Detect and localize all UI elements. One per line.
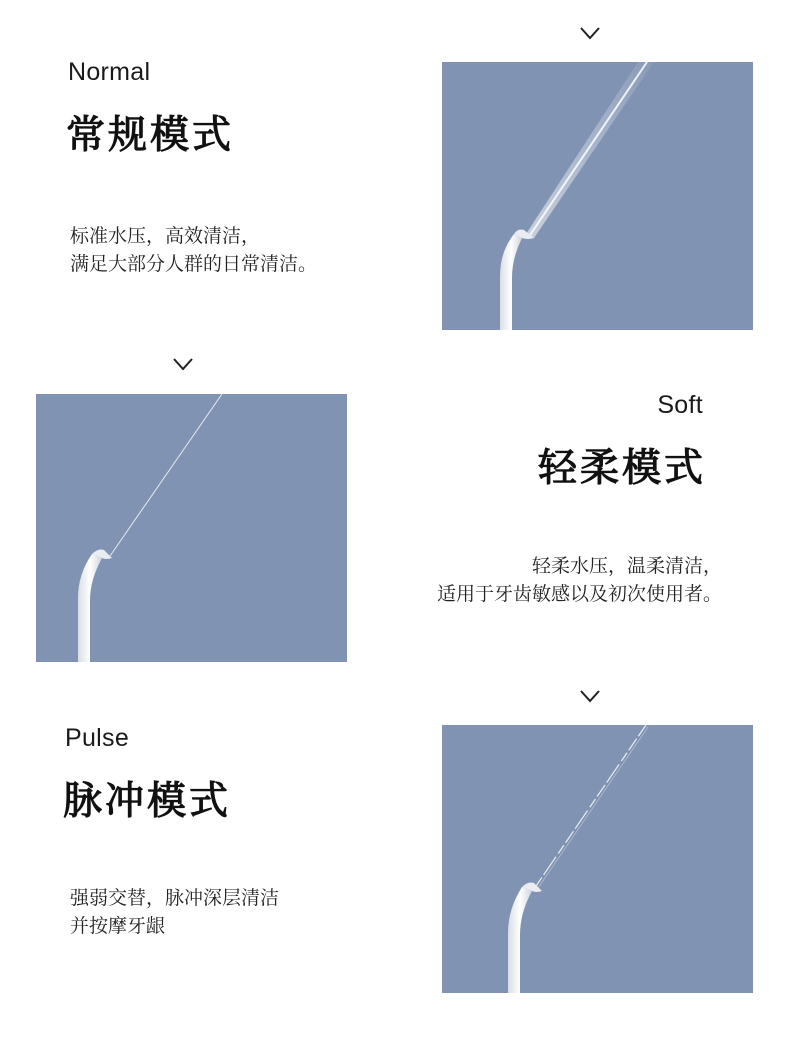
mode-description: [380, 552, 722, 608]
mode-name-cn: 轻柔模式: [537, 446, 706, 491]
mode-name-en: Soft: [657, 391, 703, 419]
mode-name-cn: 常规模式: [66, 113, 235, 158]
mode-description-line: 标准水压，高效清洁，: [70, 225, 261, 247]
water-jet-image: [442, 725, 753, 993]
mode-name-en: Pulse: [65, 724, 130, 752]
mode-description: [70, 222, 317, 278]
mode-description-line: 强弱交替，脉冲深层清洁: [70, 887, 280, 909]
mode-description-line: 适用于牙齿敏感以及初次使用者。: [436, 583, 722, 605]
mode-description: [70, 884, 279, 940]
mode-description-line: 轻柔水压，温柔清洁，: [531, 555, 722, 577]
chevron-down-icon: [578, 688, 602, 704]
mode-description-line: 并按摩牙龈: [70, 915, 166, 937]
chevron-down-icon: [578, 25, 602, 41]
mode-name-en: Normal: [68, 58, 151, 86]
chevron-down-icon: [171, 356, 195, 372]
mode-description-line: 满足大部分人群的日常清洁。: [70, 253, 318, 275]
water-jet-image: [36, 394, 347, 662]
water-jet-image: [442, 62, 753, 330]
mode-name-cn: 脉冲模式: [63, 779, 232, 824]
